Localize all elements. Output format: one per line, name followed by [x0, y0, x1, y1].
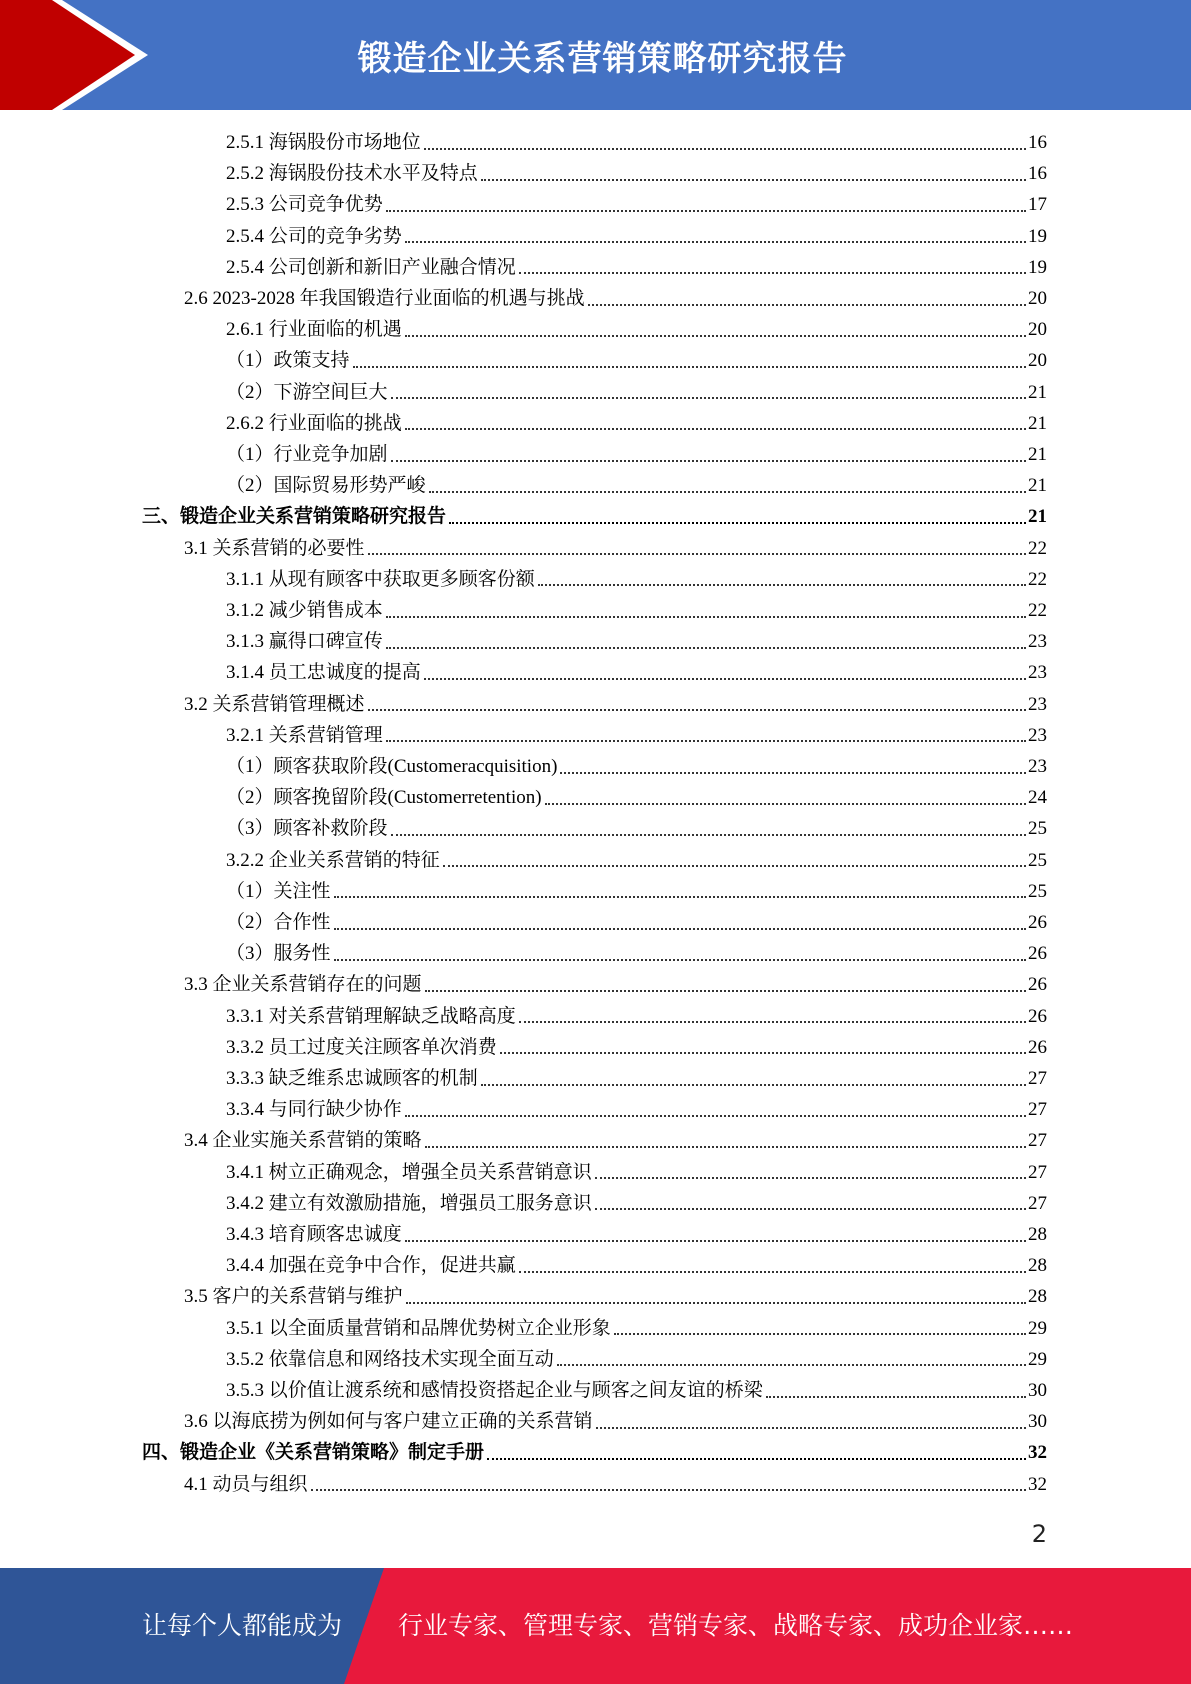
toc-dot-leader: [424, 678, 1026, 680]
toc-entry-page: 25: [1028, 818, 1047, 840]
toc-entry-page: 21: [1028, 444, 1047, 465]
toc-dot-leader: [538, 584, 1026, 586]
toc-entry-label: 2.5.4 公司创新和新旧产业融合情况: [226, 256, 516, 278]
toc-entry-page: 19: [1028, 225, 1047, 247]
toc-entry-label: 3.5.2 依靠信息和网络技术实现全面互动: [226, 1348, 554, 1370]
toc-entry-label: （2）顾客挽留阶段(Customerretention): [226, 787, 542, 809]
toc-entry-label: 2.5.4 公司的竞争劣势: [226, 225, 402, 247]
toc-entry-page: 28: [1028, 1224, 1047, 1245]
toc-entry[interactable]: [226, 876, 1047, 907]
toc-entry-page: 22: [1028, 537, 1047, 559]
toc-dot-leader: [519, 1021, 1026, 1023]
toc-dot-leader: [766, 1396, 1026, 1398]
toc-entry-label: 三、锻造企业关系营销策略研究报告: [142, 506, 447, 528]
toc-entry-page: 25: [1028, 880, 1047, 902]
toc-entry[interactable]: [226, 158, 1047, 189]
toc-entry-label: 3.3.3 缺乏维系忠诚顾客的机制: [226, 1068, 478, 1089]
toc-entry-page: 32: [1028, 1442, 1047, 1464]
toc-entry-label: （3）服务性: [226, 943, 331, 965]
toc-entry[interactable]: [226, 938, 1047, 969]
toc-entry[interactable]: [226, 1219, 1047, 1250]
toc-entry-label: 3.4.1 树立正确观念，增强全员关系营销意识: [226, 1161, 592, 1183]
toc-entry-label: （1）关注性: [226, 880, 331, 902]
toc-entry-label: 3.6 以海底捞为例如何与客户建立正确的关系营销: [184, 1411, 593, 1433]
toc-entry[interactable]: [184, 283, 1047, 314]
toc-entry-label: （3）顾客补救阶段: [226, 818, 388, 840]
toc-entry[interactable]: [226, 221, 1047, 252]
toc-entry-page: 20: [1028, 288, 1047, 309]
toc-entry[interactable]: [226, 1188, 1047, 1219]
toc-entry-label: 3.1.4 员工忠诚度的提高: [226, 662, 421, 684]
toc-entry-page: 30: [1028, 1380, 1047, 1401]
toc-dot-leader: [386, 616, 1026, 618]
toc-entry[interactable]: [226, 314, 1047, 345]
toc-entry-page: 28: [1028, 1286, 1047, 1308]
toc-dot-leader: [405, 241, 1026, 243]
toc-dot-leader: [500, 1052, 1026, 1054]
toc-entry-page: 16: [1028, 163, 1047, 185]
toc-entry-page: 23: [1028, 662, 1047, 684]
footer-slogan-left: 让每个人都能成为: [142, 1611, 343, 1640]
toc-entry-label: 3.4.4 加强在竞争中合作，促进共赢: [226, 1255, 516, 1277]
toc-dot-leader: [614, 1333, 1026, 1335]
toc-entry[interactable]: [226, 1032, 1047, 1063]
toc-entry-page: 16: [1028, 132, 1047, 153]
toc-entry[interactable]: [226, 1344, 1047, 1375]
toc-entry-page: 29: [1028, 1348, 1047, 1370]
toc-entry[interactable]: [142, 1437, 1047, 1468]
toc-entry-page: 23: [1028, 693, 1047, 715]
toc-dot-leader: [391, 397, 1026, 399]
toc-entry[interactable]: [226, 1157, 1047, 1188]
toc-dot-leader: [560, 772, 1026, 774]
toc-entry-label: （2）国际贸易形势严峻: [226, 475, 426, 497]
toc-entry[interactable]: [184, 969, 1047, 1000]
toc-dot-leader: [386, 740, 1026, 742]
toc-dot-leader: [545, 803, 1026, 805]
toc-dot-leader: [425, 990, 1026, 992]
toc-entry-label: 2.5.3 公司竞争优势: [226, 194, 383, 216]
toc-entry-label: 3.2.1 关系营销管理: [226, 724, 383, 746]
toc-dot-leader: [405, 1115, 1026, 1117]
toc-entry-label: 3.3.2 员工过度关注顾客单次消费: [226, 1036, 497, 1058]
toc-entry-label: 3.2 关系营销管理概述: [184, 693, 365, 715]
toc-dot-leader: [487, 1458, 1026, 1460]
page-footer: [0, 1568, 1191, 1684]
toc-entry[interactable]: [226, 782, 1047, 813]
toc-entry-page: 27: [1028, 1099, 1047, 1121]
toc-entry-page: 22: [1028, 600, 1047, 621]
toc-entry-page: 26: [1028, 912, 1047, 933]
toc-dot-leader: [595, 1208, 1026, 1210]
page-header: [0, 0, 1191, 110]
toc-entry-label: （2）下游空间巨大: [226, 381, 388, 403]
toc-dot-leader: [595, 1177, 1026, 1179]
toc-entry-label: 3.4.2 建立有效激励措施，增强员工服务意识: [226, 1192, 592, 1214]
toc-entry-label: （1）行业竞争加剧: [226, 444, 388, 465]
toc-entry-label: 3.5.1 以全面质量营销和品牌优势树立企业形象: [226, 1317, 611, 1339]
toc-entry-label: 3.3.4 与同行缺少协作: [226, 1099, 402, 1121]
toc-entry-page: 24: [1028, 787, 1047, 809]
toc-dot-leader: [596, 1427, 1026, 1429]
toc-dot-leader: [405, 1240, 1026, 1242]
toc-entry-page: 27: [1028, 1068, 1047, 1089]
toc-dot-leader: [557, 1364, 1026, 1366]
toc-entry-label: 2.6.1 行业面临的机遇: [226, 319, 402, 341]
toc-entry-label: （1）顾客获取阶段(Customeracquisition): [226, 756, 558, 777]
toc-entry[interactable]: [184, 1406, 1047, 1437]
toc-entry-label: 2.5.2 海锅股份技术水平及特点: [226, 163, 478, 185]
toc-entry-label: 3.3.1 对关系营销理解缺乏战略高度: [226, 1005, 516, 1027]
toc-entry-label: 3.4.3 培育顾客忠诚度: [226, 1224, 402, 1245]
toc-entry-label: 3.1.1 从现有顾客中获取更多顾客份额: [226, 568, 535, 590]
toc-dot-leader: [334, 959, 1026, 961]
toc-entry-page: 27: [1028, 1161, 1047, 1183]
toc-entry-page: 21: [1028, 381, 1047, 403]
toc-entry-label: 四、锻造企业《关系营销策略》制定手册: [142, 1442, 485, 1464]
toc-entry-page: 26: [1028, 974, 1047, 996]
toc-entry-page: 20: [1028, 350, 1047, 372]
toc-dot-leader: [391, 834, 1026, 836]
toc-dot-leader: [353, 366, 1026, 368]
toc-entry-page: 22: [1028, 568, 1047, 590]
toc-entry[interactable]: [226, 626, 1047, 657]
toc-entry[interactable]: [226, 1094, 1047, 1125]
toc-entry-label: 3.5.3 以价值让渡系统和感情投资搭起企业与顾客之间友谊的桥梁: [226, 1380, 763, 1401]
toc-entry[interactable]: [226, 595, 1047, 626]
toc-entry-page: 17: [1028, 194, 1047, 216]
toc-dot-leader: [429, 491, 1026, 493]
toc-entry[interactable]: [226, 377, 1047, 408]
toc-entry[interactable]: [226, 845, 1047, 876]
toc-entry[interactable]: [226, 470, 1047, 501]
toc-entry-label: 3.5 客户的关系营销与维护: [184, 1286, 403, 1308]
toc-dot-leader: [405, 335, 1026, 337]
toc-dot-leader: [424, 148, 1026, 150]
toc-entry[interactable]: [226, 1063, 1047, 1094]
toc-entry[interactable]: [226, 189, 1047, 220]
toc-dot-leader: [368, 553, 1026, 555]
toc-dot-leader: [386, 210, 1026, 212]
toc-dot-leader: [405, 428, 1026, 430]
toc-entry-page: 26: [1028, 943, 1047, 965]
toc-entry-page: 23: [1028, 756, 1047, 777]
toc-entry[interactable]: [226, 408, 1047, 439]
toc-dot-leader: [386, 647, 1026, 649]
toc-entry-page: 26: [1028, 1005, 1047, 1027]
toc-entry[interactable]: [226, 813, 1047, 844]
toc-dot-leader: [481, 179, 1026, 181]
toc-entry[interactable]: [226, 1001, 1047, 1032]
toc-entry[interactable]: [226, 127, 1047, 158]
toc-dot-leader: [391, 460, 1026, 462]
toc-dot-leader: [368, 709, 1026, 711]
toc-entry-page: 21: [1028, 412, 1047, 434]
toc-entry-label: 2.5.1 海锅股份市场地位: [226, 132, 421, 153]
toc-entry-page: 28: [1028, 1255, 1047, 1277]
toc-entry[interactable]: [226, 1250, 1047, 1281]
toc-entry-label: 3.2.2 企业关系营销的特征: [226, 849, 440, 871]
toc-dot-leader: [519, 272, 1026, 274]
toc-entry-label: 3.1.3 赢得口碑宣传: [226, 631, 383, 653]
toc-entry[interactable]: [226, 907, 1047, 938]
toc-entry[interactable]: [226, 564, 1047, 595]
toc-dot-leader: [334, 896, 1026, 898]
toc-dot-leader: [425, 1146, 1026, 1148]
toc-entry-page: 23: [1028, 724, 1047, 746]
toc-entry[interactable]: [226, 439, 1047, 470]
toc-dot-leader: [443, 865, 1026, 867]
toc-entry[interactable]: [226, 657, 1047, 688]
toc-dot-leader: [311, 1489, 1026, 1491]
toc-entry[interactable]: [226, 751, 1047, 782]
toc-entry[interactable]: [226, 1375, 1047, 1406]
toc-entry-page: 23: [1028, 631, 1047, 653]
toc-entry-page: 21: [1028, 506, 1047, 528]
toc-dot-leader: [481, 1084, 1026, 1086]
toc-entry[interactable]: [226, 252, 1047, 283]
toc-entry-page: 32: [1028, 1473, 1047, 1495]
toc-entry[interactable]: [226, 720, 1047, 751]
toc-entry-label: 3.3 企业关系营销存在的问题: [184, 974, 422, 996]
footer-slogan-right: 行业专家、管理专家、营销专家、战略专家、成功企业家……: [398, 1611, 1074, 1640]
toc-entry-page: 27: [1028, 1192, 1047, 1214]
toc-entry-label: 4.1 动员与组织: [184, 1473, 308, 1495]
toc-entry-label: 3.4 企业实施关系营销的策略: [184, 1130, 422, 1152]
page-number: 2: [1031, 1520, 1047, 1548]
toc-entry-page: 20: [1028, 319, 1047, 341]
toc-dot-leader: [449, 522, 1026, 524]
toc-entry-page: 21: [1028, 475, 1047, 497]
toc-entry[interactable]: [226, 1313, 1047, 1344]
toc-entry-page: 30: [1028, 1411, 1047, 1433]
toc-entry-label: 3.1.2 减少销售成本: [226, 600, 383, 621]
toc-entry-label: （2）合作性: [226, 912, 331, 933]
toc-entry[interactable]: [184, 1125, 1047, 1156]
toc-entry-label: 2.6 2023-2028 年我国锻造行业面临的机遇与挑战: [184, 288, 585, 309]
toc-entry[interactable]: [184, 1281, 1047, 1312]
toc-dot-leader: [588, 304, 1026, 306]
toc-dot-leader: [406, 1302, 1026, 1304]
toc-entry[interactable]: [142, 501, 1047, 532]
toc-entry[interactable]: [184, 1469, 1047, 1500]
toc-entry-label: （1）政策支持: [226, 350, 350, 372]
toc-entry-label: 3.1 关系营销的必要性: [184, 537, 365, 559]
toc-entry-page: 26: [1028, 1036, 1047, 1058]
toc-entry-page: 27: [1028, 1130, 1047, 1152]
toc-entry-page: 29: [1028, 1317, 1047, 1339]
toc-entry-label: 2.6.2 行业面临的挑战: [226, 412, 402, 434]
toc-entry[interactable]: [184, 689, 1047, 720]
toc-entry-page: 25: [1028, 849, 1047, 871]
header-title: 锻造企业关系营销策略研究报告: [357, 38, 848, 79]
toc-entry[interactable]: [226, 345, 1047, 376]
toc-dot-leader: [519, 1271, 1026, 1273]
toc-dot-leader: [334, 928, 1026, 930]
toc-entry-page: 19: [1028, 256, 1047, 278]
toc-entry[interactable]: [184, 533, 1047, 564]
